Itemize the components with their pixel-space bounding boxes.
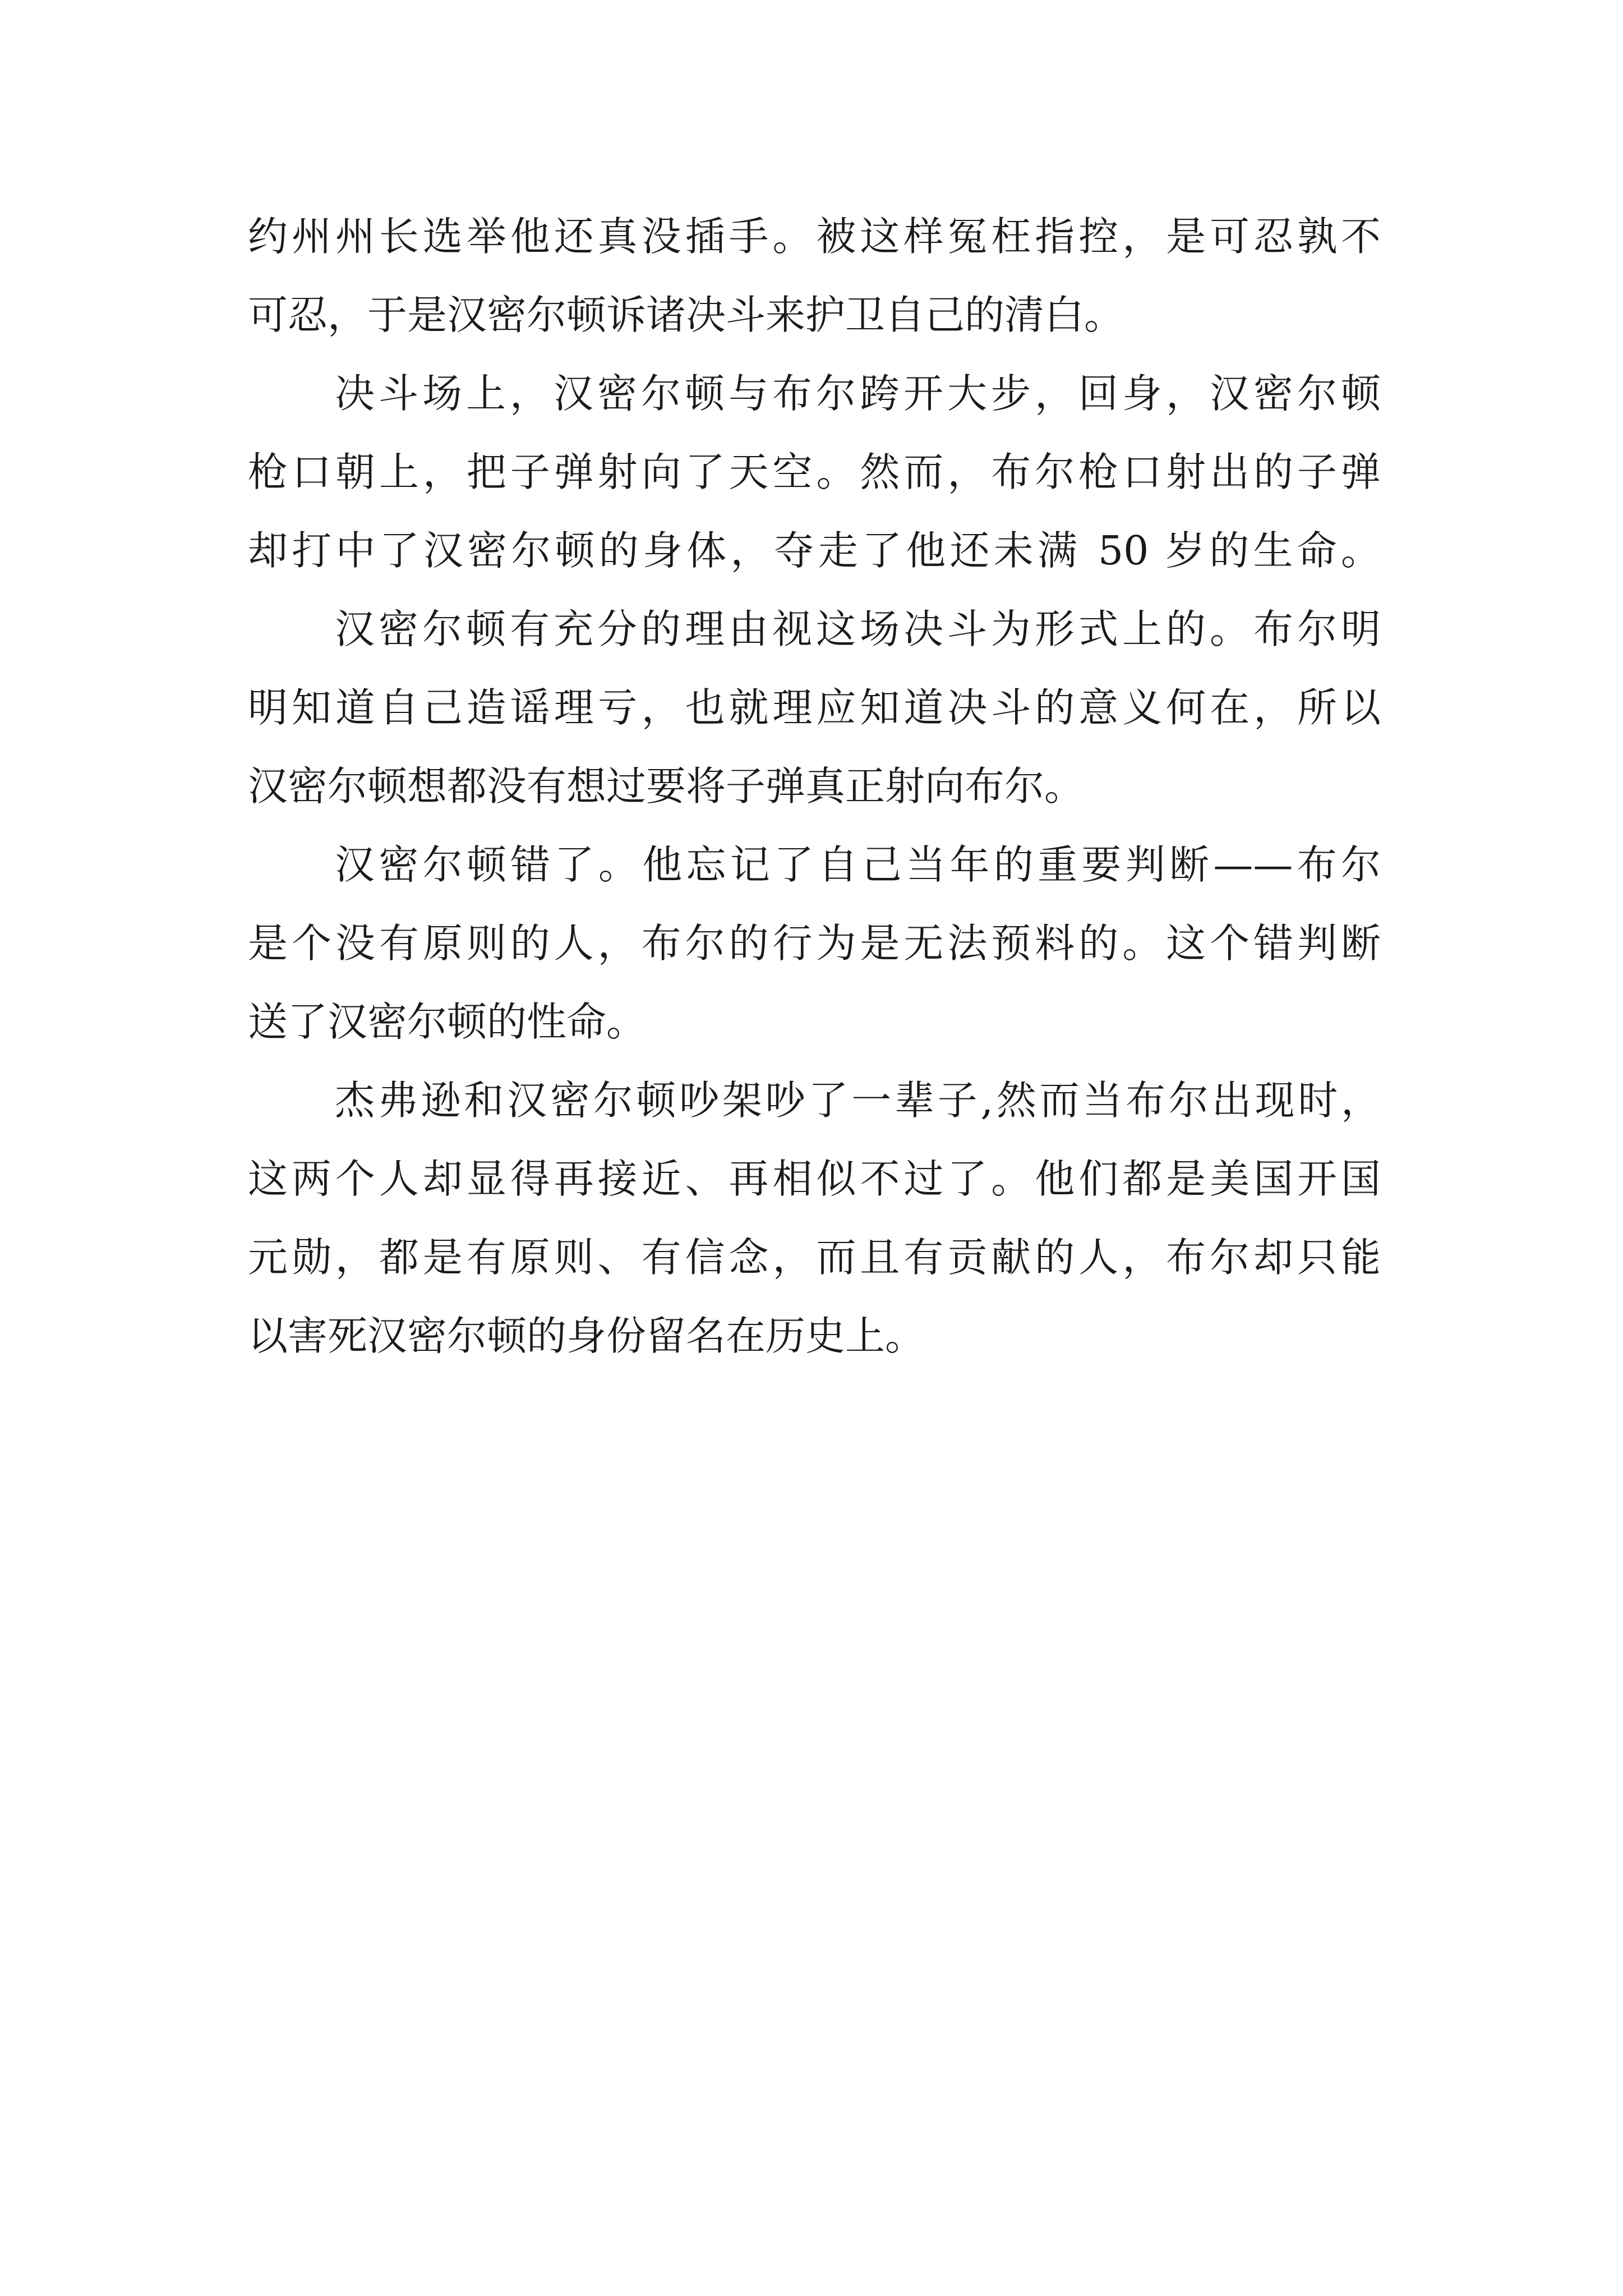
- paragraph-5-line-3: 元勋，都是有原则、有信念，而且有贡献的人，布尔却只能: [248, 1234, 1381, 1281]
- paragraph-4-line-2: 是个没有原则的人，布尔的行为是无法预料的。这个错判断: [248, 920, 1381, 967]
- paragraph-4-line-3: 送了汉密尔顿的性命。: [248, 999, 647, 1045]
- paragraph-2-line-2: 枪口朝上，把子弹射向了天空。然而，布尔枪口射出的子弹: [248, 449, 1381, 495]
- paragraph-3-line-2: 明知道自己造谣理亏，也就理应知道决斗的意义何在，所以: [248, 684, 1381, 731]
- paragraph-1-line-2: 可忍，于是汉密尔顿诉诸决斗来护卫自己的清白。: [248, 292, 1124, 338]
- paragraph-1-line-1: 约州州长选举他还真没插手。被这样冤枉指控，是可忍孰不: [248, 213, 1381, 260]
- paragraph-4-line-1: 汉密尔顿错了。他忘记了自己当年的重要判断——布尔: [335, 841, 1381, 888]
- paragraph-5-line-2: 这两个人却显得再接近、再相似不过了。他们都是美国开国: [248, 1156, 1381, 1202]
- paragraph-2-line-1: 决斗场上，汉密尔顿与布尔跨开大步，回身，汉密尔顿: [335, 370, 1381, 417]
- paragraph-5-line-1: 杰弗逊和汉密尔顿吵架吵了一辈子,然而当布尔出现时，: [335, 1077, 1381, 1124]
- paragraph-3-line-1: 汉密尔顿有充分的理由视这场决斗为形式上的。布尔明: [335, 606, 1381, 652]
- paragraph-3-line-3: 汉密尔顿想都没有想过要将子弹真正射向布尔。: [248, 763, 1085, 809]
- paragraph-5-line-4: 以害死汉密尔顿的身份留名在历史上。: [248, 1313, 925, 1359]
- paragraph-2-line-3: 却打中了汉密尔顿的身体，夺走了他还未满 50 岁的生命。: [248, 527, 1381, 574]
